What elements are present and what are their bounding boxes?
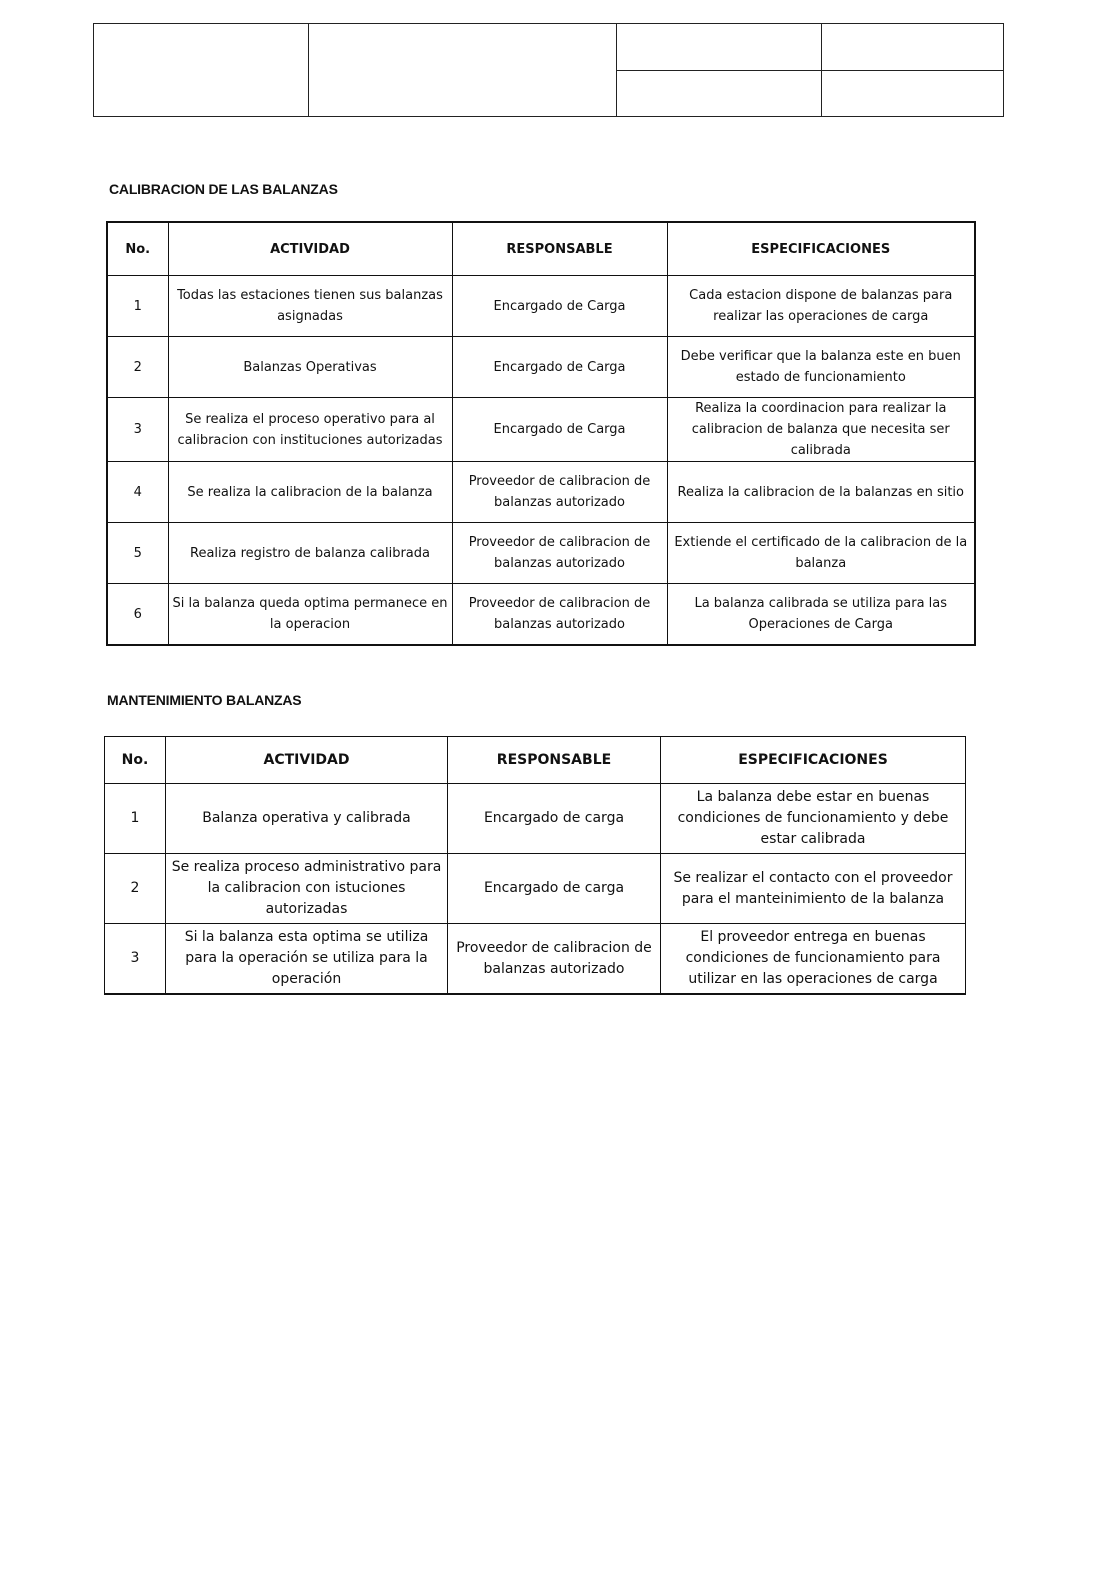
- cell-responsable: Proveedor de calibracion de balanzas autorizado: [448, 924, 661, 995]
- header-title-cell: [309, 24, 617, 117]
- cell-actividad: Se realiza la calibracion de la balanza: [168, 462, 452, 523]
- header-code-cell: [617, 24, 822, 71]
- column-header-actividad: ACTIVIDAD: [166, 737, 448, 784]
- cell-actividad: Realiza registro de balanza calibrada: [168, 523, 452, 584]
- cell-no: 6: [107, 584, 168, 646]
- cell-actividad: Balanza operativa y calibrada: [166, 784, 448, 854]
- cell-actividad: Se realiza proceso administrativo para la calibracion con istuciones autorizadas: [166, 854, 448, 924]
- section-title-calibracion: CALIBRACION DE LAS BALANZAS: [109, 181, 338, 197]
- column-header-no: No.: [107, 222, 168, 276]
- table-row: [107, 398, 975, 462]
- cell-no: 2: [107, 337, 168, 398]
- header-logo-cell: [94, 24, 309, 117]
- cell-responsable: Encargado de Carga: [452, 276, 667, 337]
- document-header-box: [93, 23, 1004, 117]
- column-header-no: No.: [105, 737, 166, 784]
- column-header-actividad: ACTIVIDAD: [168, 222, 452, 276]
- cell-especificaciones: Realiza la coordinacion para realizar la calibracion de balanza que necesita ser calibrada: [667, 398, 975, 462]
- cell-no: 5: [107, 523, 168, 584]
- cell-actividad: Si la balanza esta optima se utiliza para la operación se utiliza para la operación: [166, 924, 448, 995]
- cell-actividad: Si la balanza queda optima permanece en la operacion: [168, 584, 452, 646]
- header-code-value-cell: [822, 24, 1004, 71]
- column-header-responsable: RESPONSABLE: [448, 737, 661, 784]
- cell-especificaciones: Realiza la calibracion de la balanzas en sitio: [667, 462, 975, 523]
- cell-especificaciones: El proveedor entrega en buenas condiciones de funcionamiento para utilizar en las operaciones de carga: [661, 924, 966, 995]
- cell-responsable: Encargado de Carga: [452, 337, 667, 398]
- cell-no: 2: [105, 854, 166, 924]
- cell-actividad: Todas las estaciones tienen sus balanzas asignadas: [168, 276, 452, 337]
- cell-responsable: Proveedor de calibracion de balanzas autorizado: [452, 523, 667, 584]
- table-row: [107, 462, 975, 523]
- table-header-row: [105, 737, 966, 784]
- cell-especificaciones: La balanza calibrada se utiliza para las Operaciones de Carga: [667, 584, 975, 646]
- header-version-cell: [617, 70, 822, 117]
- cell-no: 3: [107, 398, 168, 462]
- column-header-especificaciones: ESPECIFICACIONES: [661, 737, 966, 784]
- column-header-especificaciones: ESPECIFICACIONES: [667, 222, 975, 276]
- cell-especificaciones: La balanza debe estar en buenas condiciones de funcionamiento y debe estar calibrada: [661, 784, 966, 854]
- table-row: [107, 523, 975, 584]
- cell-no: 1: [105, 784, 166, 854]
- cell-responsable: Encargado de Carga: [452, 398, 667, 462]
- table-row: [107, 584, 975, 646]
- cell-actividad: Se realiza el proceso operativo para al calibracion con instituciones autorizadas: [168, 398, 452, 462]
- table-row: [105, 924, 966, 995]
- cell-responsable: Encargado de carga: [448, 854, 661, 924]
- section-title-mantenimiento: MANTENIMIENTO BALANZAS: [107, 692, 302, 708]
- cell-no: 1: [107, 276, 168, 337]
- mantenimiento-table: [104, 736, 966, 995]
- table-row: [107, 276, 975, 337]
- cell-especificaciones: Se realizar el contacto con el proveedor para el manteinimiento de la balanza: [661, 854, 966, 924]
- cell-no: 3: [105, 924, 166, 995]
- table-row: [105, 784, 966, 854]
- header-version-value-cell: [822, 70, 1004, 117]
- cell-actividad: Balanzas Operativas: [168, 337, 452, 398]
- table-row: [107, 337, 975, 398]
- table-row: [105, 854, 966, 924]
- table-header-row: [107, 222, 975, 276]
- cell-no: 4: [107, 462, 168, 523]
- cell-responsable: Proveedor de calibracion de balanzas autorizado: [452, 584, 667, 646]
- cell-especificaciones: Extiende el certificado de la calibracion de la balanza: [667, 523, 975, 584]
- cell-especificaciones: Debe verificar que la balanza este en buen estado de funcionamiento: [667, 337, 975, 398]
- column-header-responsable: RESPONSABLE: [452, 222, 667, 276]
- cell-responsable: Proveedor de calibracion de balanzas autorizado: [452, 462, 667, 523]
- calibracion-table: [106, 221, 976, 646]
- cell-especificaciones: Cada estacion dispone de balanzas para realizar las operaciones de carga: [667, 276, 975, 337]
- cell-responsable: Encargado de carga: [448, 784, 661, 854]
